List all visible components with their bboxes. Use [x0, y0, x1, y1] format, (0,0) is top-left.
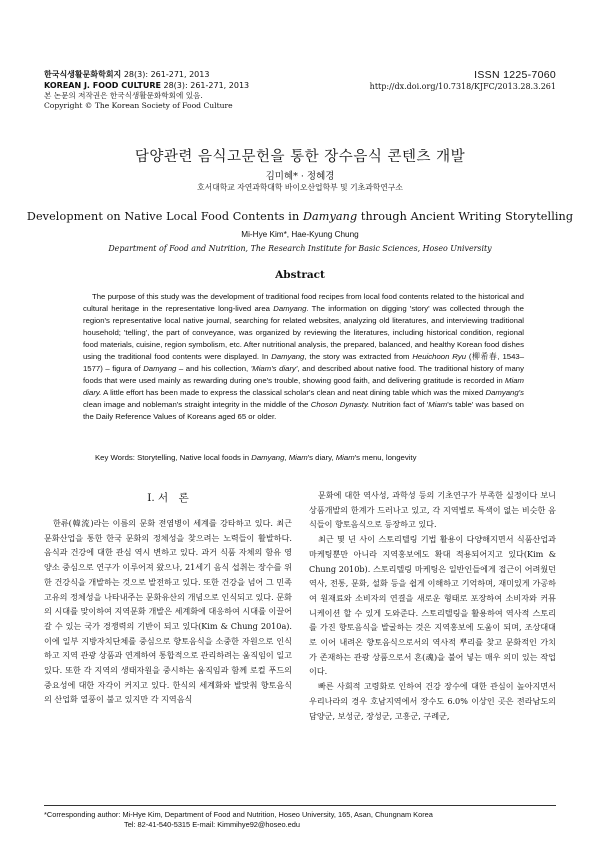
- journal-citation: [44, 69, 249, 91]
- footnote-divider: [44, 805, 556, 806]
- affiliation-en: Department of Food and Nutrition, The Research Institute for Basic Sciences, Hoseo University: [108, 244, 492, 253]
- title-en: Development on Native Local Food Contents in Damyang through Ancient Writing Storytelling: [26, 210, 574, 223]
- body-column-right: [309, 488, 556, 723]
- authors-en: Mi-Hye Kim*, Hae-Kyung Chung: [241, 230, 359, 239]
- authors-ko: 김미혜* · 정혜경: [265, 171, 335, 182]
- copyright-block: [44, 91, 233, 111]
- paragraph: 최근 몇 년 사이 스토리텔링 기법 활용이 다양해지면서 식품산업과 마케팅뿐만 아니라 지역홍보에도 확대 적용되어지고 있다(Kim & Chung 2010b). 스토리텔링 마케팅은 일반인들에게 접근이 어려웠던 역사, 전통, 문화, 설화 등을 쉽게 이해하고 기억하며, 재미있게 가공하여 원재료와 소비자의 연결을 새로운 형태로 포장하여 소비자와 커뮤니케이션 할 수 있게 도와준다. 스토리텔링을 활용하여 역사적 스토리를 가진 향토음식을 발굴하는 것은 지역홍보에 도움이 되며, 조상대대로 이어 내려온 향토음식으로서의 역사적 뿌리를 찾고 문화적인 가치가 존재하는 관광 상품으로서 혼(魂)을 불어 넣는 매우 의미 있는 작업이다.: [309, 534, 556, 677]
- keywords: Key Words: Storytelling, Native local foods in Damyang, Miam's diary, Miam's menu, longevity: [95, 453, 417, 462]
- affiliation-ko: 호서대학교 자연과학대학 바이오산업학부 및 기초과학연구소: [197, 183, 403, 192]
- paragraph: 빠른 사회적 고령화로 인하여 건강 장수에 대한 관심이 높아지면서 우리나라의 경우 호남지역에서 장수도 6.0% 이상인 곳은 전라남도의 담양군, 보성군, 장성군, 고흥군, 구례군,: [309, 681, 556, 721]
- copyright-en: Copyright © The Korean Society of Food Culture: [44, 101, 233, 110]
- journal-volume-ko: 28(3): 261-271, 2013: [123, 70, 210, 79]
- footnote-contact: Tel: 82-41-540-5315 E-mail: Kimmihye92@hoseo.edu: [124, 820, 300, 829]
- doi-link[interactable]: http://dx.doi.org/10.7318/KJFC/2013.28.3.261: [369, 82, 556, 91]
- title-ko: 담양관련 음식고문헌을 통한 장수음식 콘텐츠 개발: [134, 149, 466, 165]
- journal-name-en: KOREAN J. FOOD CULTURE: [44, 81, 161, 90]
- footnote: [44, 810, 433, 830]
- journal-name-ko: 한국식생활문화학회지: [44, 70, 122, 79]
- paragraph: 한류(韓流)라는 이름의 문화 전염병이 세계를 강타하고 있다. 최근 문화산업을 통한 한국 문화의 정체성을 찾으려는 노력들이 활발하다. 음식과 건강에 대한 관심 역시 변하고 있다. 과거 식품 자체의 함유 영양소 중심으로 연구가 이루어져 왔으나, 21세기 음식 섭취는 장수를 위한 건강식을 개발하는 것으로 발전하고 있다. 또한 건강을 넘어 그 민족 고유의 정체성을 나타내주는 문화유산의 개념으로 인식되고 있다. 문화의 시대를 맞이하여 지역문화 개발은 세계화에 대응하여 시대를 이끌어갈 수 있는 국가 경쟁력의 기반이 되고 있다(Kim & Chung 2010a). 이에 일부 지방자치단체를 중심으로 향토음식을 소중한 자원으로 인식하고 지역 관광 상품과 연계하여 통합적으로 관리하려는 움직임이 일고 있다. 또한 각 지역의 생태자원을 중시하는 움직임과 함께 로컬 푸드의 중요성에 대한 자각이 커지고 있다. 한식의 세계화와 발맞춰 향토음식의 산업화 열풍이 불고 있지만 각 지역음식: [44, 518, 292, 705]
- abstract-text: The purpose of this study was the development of traditional food recipes from local food contents related to the historical and cultural heritage in the representative long-lived area Damyang. The information on digging 'story' was collected through the region's representative local native journal, searching for related websites, analyzing old literatures, and interviewing traditional household; 'telling', the part of conveyance, was organized by reviewing the literatures, including historical condition, regional food materials, cuisine, region symbolism, etc. After nutritional analysis, the prepared, balanced, and healthy Korean food dishes using the traditional food contents were displayed. In Damyang, the story was extracted from Heuichoon Ryu (柳希春, 1543–1577) – figura of Damyang – and his collection, 'Miam's diary', and described about native food. The traditional history of many foods that were used mainly as rewarding during one's trouble, showing good faith, and delivering gratitude is recorded in Miam diary. A little effort has been made to express the classical scholar's clean and neat dining table which was the mixed Damyang's clean image and nobleman's straight integrity in the middle of the Choson Dynasty. Nutrition fact of 'Miam's table' was based on the Daily Reference Values of Koreans aged 65 or older.: [83, 292, 524, 422]
- paragraph: 문화에 대한 역사성, 과학성 등의 기초연구가 부족한 실정이다 보니 상품개발의 한계가 드러나고 있고, 각 지역별로 특색이 없는 비슷한 음식들이 향토음식으로 등장하고 있다.: [309, 490, 556, 530]
- footnote-author: *Corresponding author: Mi-Hye Kim, Department of Food and Nutrition, Hoseo University, 165, Asan, Chungnam Korea: [44, 810, 433, 819]
- issn: ISSN 1225-7060: [474, 69, 556, 81]
- journal-volume-en: 28(3): 261-271, 2013: [163, 81, 250, 90]
- copyright-ko: 본 논문의 저작권은 한국식생활문화학회에 있음.: [44, 91, 203, 100]
- issn-doi-block: [370, 69, 556, 93]
- keywords-label: Key Words:: [95, 453, 135, 462]
- abstract-heading: Abstract: [275, 269, 325, 281]
- body-column-left: [44, 516, 292, 707]
- section-heading-introduction: I. 서 론: [147, 492, 189, 504]
